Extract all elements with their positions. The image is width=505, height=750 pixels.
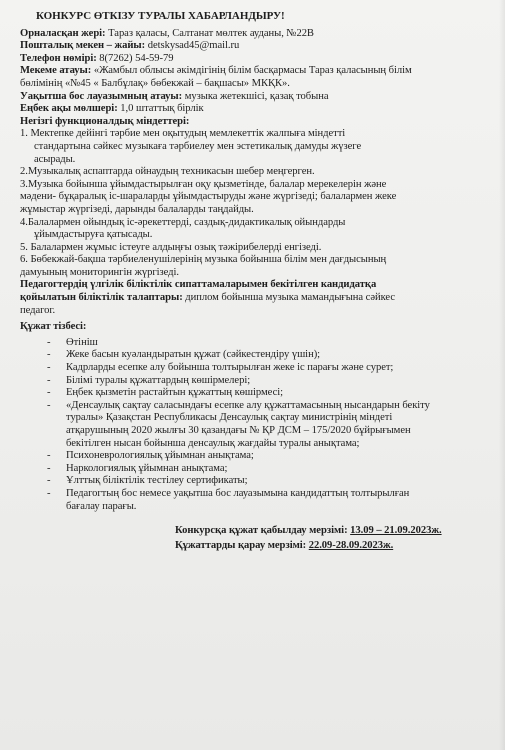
vacancy-value: музыка жетекшісі, қазақ тобына — [182, 90, 329, 102]
list-item-text: Психоневрологиялық ұйымнан анықтама; — [66, 450, 254, 462]
list-item — [20, 362, 492, 375]
review-deadline-label: Құжаттарды қарау мерзімі: — [175, 539, 309, 551]
list-dash: - — [47, 387, 51, 399]
organization-label: Мекеме атауы: — [20, 65, 92, 77]
list-dash: - — [47, 349, 51, 361]
list-item-text: бағалау парағы. — [66, 500, 137, 512]
announcement-body — [20, 10, 492, 554]
accept-deadline-value: 13.09 – 21.09.2023ж. — [350, 525, 442, 537]
list-dash: - — [47, 336, 51, 348]
list-item-text: Ұлттық біліктілік тестілеу сертификаты; — [66, 475, 248, 487]
duty-item — [20, 254, 492, 279]
list-dash: - — [47, 462, 51, 474]
duty-line: 6. Бөбекжай-бақша тәрбиеленушілерінің музыка бойынша білім мен дағдысының — [20, 254, 387, 266]
salary-row — [20, 103, 492, 116]
duty-line: 2.Музыкалық аспаптарда ойнаудың техникасын шебер меңгерген. — [20, 166, 315, 178]
duty-line: жұмыстар жүргізеді, дарынды балаларды таңдайды. — [20, 203, 254, 215]
location-label: Орналасқан жері: — [20, 27, 106, 39]
duty-line: ұйымдастыруға қатысады. — [34, 229, 153, 241]
list-dash: - — [47, 362, 51, 374]
duty-line: 1. Мектепке дейінгі тәрбие мен оқытудың мемлекеттік жалпыға міндетті — [20, 128, 346, 140]
list-item-text: атқарушының 2020 жылғы 30 қазандағы № ҚР ДСМ – 175/2020 бұйрығымен — [66, 425, 411, 436]
duty-line: 3.Музыка бойынша ұйымдастырылған оқу қызметінде, балалар мерекелерін және — [20, 178, 387, 190]
list-item-text: Педагогтың бос немесе уақытша бос лауазымына кандидаттың толтырылған — [66, 487, 410, 499]
list-item-text: Өтініш — [66, 336, 98, 348]
list-item — [20, 349, 492, 362]
list-dash: - — [47, 450, 51, 462]
duty-item — [20, 179, 492, 217]
review-deadline-value: 22.09-28.09.2023ж. — [308, 539, 394, 551]
duty-line: 4.Балалармен ойындық іс-әрекеттерді, саздық-дидактикалық ойындарды — [20, 216, 346, 228]
location-value: Тараз қаласы, Салтанат мөлтек ауданы, №22В — [105, 27, 314, 39]
duty-line: дамуының мониторингін жүргізеді. — [20, 266, 180, 278]
duty-line: стандартына сәйкес музыкаға тәрбиелеу мен эстетикалық дамуды жүзеге — [34, 140, 362, 152]
list-item-text: Наркологиялық ұйымнан анықтама; — [66, 462, 228, 474]
postal-label: Пошталық мекен – жайы: — [20, 40, 146, 52]
list-item — [20, 488, 492, 513]
qualification-line2 — [20, 292, 492, 305]
accept-deadline-label: Конкурсқа құжат қабылдау мерзімі: — [175, 525, 351, 537]
review-deadline-row — [175, 540, 492, 553]
duty-line: мәдени- бұқаралық іс-шараларды ұйымдастыруды және жүргізеді; балалармен жеке — [20, 191, 397, 203]
list-item-text: Кадрларды есепке алу бойынша толтырылған жеке іс парағы және сурет; — [66, 362, 394, 374]
duty-line: 5. Балалармен жұмыс істеуге алдыңғы озық тәжірибелерді енгізеді. — [20, 241, 322, 253]
list-item — [20, 475, 492, 488]
salary-label: Еңбек ақы мөлшері: — [20, 103, 118, 115]
list-item — [20, 450, 492, 463]
location-row — [20, 28, 492, 41]
postal-value: detskysad45@mail.ru — [145, 40, 240, 52]
vacancy-label: Уақытша бос лауазымның атауы: — [20, 90, 183, 102]
organization-name-line2: бөлімінің «№45 « Балбұлақ» бөбекжай – бақшасы» МКҚК». — [20, 77, 290, 89]
qualification-label: қойылатын біліктілік талаптары: — [20, 292, 183, 304]
list-dash: - — [47, 374, 51, 386]
duties-heading: Негізгі функционалдық міндеттері: — [20, 115, 190, 127]
qualification-line3: педагог. — [20, 304, 56, 316]
announcement-title: КОНКУРС ӨТКІЗУ ТУРАЛЫ ХАБАРЛАНДЫРУ! — [36, 10, 285, 22]
duty-item — [20, 242, 492, 255]
list-dash: - — [47, 399, 51, 411]
duty-item — [20, 128, 492, 166]
documents-list — [20, 337, 492, 513]
vacancy-row — [20, 91, 492, 104]
salary-value: 1,0 штаттық бірлік — [117, 103, 204, 115]
list-item — [20, 375, 492, 388]
accept-deadline-row — [175, 525, 492, 538]
list-item — [20, 387, 492, 400]
organization-row — [20, 65, 492, 78]
phone-value: 8(7262) 54-59-79 — [96, 52, 174, 64]
qualification-value: диплом бойынша музыка мамандығына сәйкес — [182, 292, 395, 304]
documents-heading: Құжат тізбесі: — [20, 321, 87, 333]
deadlines-block — [20, 525, 492, 552]
list-item-text: туралы» Қазақстан Республикасы Денсаулық сақтау министрінің міндеті — [66, 412, 393, 424]
list-dash: - — [47, 475, 51, 487]
duty-line: асырады. — [34, 153, 76, 165]
list-item — [20, 337, 492, 350]
list-item-text: бекітілген нысан бойынша денсаулық жағдайы туралы анықтама; — [66, 437, 360, 449]
list-item — [20, 400, 492, 450]
phone-row — [20, 53, 492, 66]
phone-label: Телефон нөмірі: — [20, 52, 97, 64]
list-item-text: Еңбек қызметін растайтын құжаттың көшірмесі; — [66, 387, 284, 399]
list-item-text: Жеке басын куәландыратын құжат (сәйкестендіру үшін); — [66, 349, 321, 361]
list-item-text: Білімі туралы құжаттардың көшірмелері; — [66, 374, 251, 386]
postal-row — [20, 40, 492, 53]
organization-name-line1: «Жамбыл облысы әкімдігінің білім басқармасы Тараз қаласының білім — [91, 65, 412, 77]
duty-item — [20, 217, 492, 242]
list-item — [20, 463, 492, 476]
list-item-text: «Денсаулық сақтау саласындағы есепке алу құжаттамасының нысандарын бекіту — [66, 399, 430, 411]
list-dash: - — [47, 487, 51, 499]
qualification-line1: Педагогтердің үлгілік біліктілік сипаттамаларымен бекітілген кандидатқа — [20, 279, 377, 291]
duty-item — [20, 166, 492, 179]
page-edge-shadow — [499, 0, 505, 750]
